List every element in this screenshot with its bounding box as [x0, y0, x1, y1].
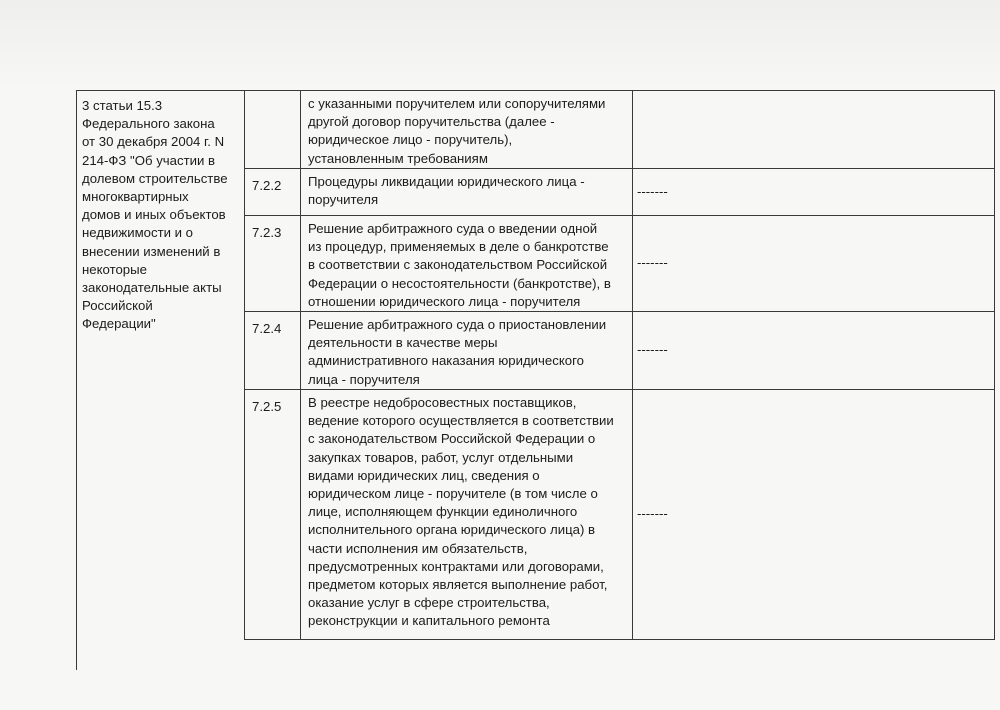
item-number: 7.2.3 — [245, 216, 301, 312]
item-value: ------- — [633, 216, 995, 312]
scan-shading — [0, 0, 1000, 90]
item-description-text: Решение арбитражного суда о приостановлении деятельности в качестве меры административного наказания юридического лица - поручителя — [308, 317, 607, 387]
item-value: ------- — [633, 390, 995, 640]
item-number — [245, 91, 301, 169]
item-description — [301, 91, 633, 169]
item-number: 7.2.5 — [245, 390, 301, 640]
disclosure-table — [76, 90, 995, 640]
item-description — [301, 169, 633, 216]
table-border-tail — [76, 636, 77, 670]
item-value: ------- — [633, 312, 995, 390]
legal-basis-text: 3 статьи 15.3 Федерального закона от 30 декабря 2004 г. N 214-ФЗ "Об участии в долевом строительстве многоквартирных домов и иных объектов недвижимости и о внесении изменений в некоторые законодательные акты Российской Федерации" — [82, 98, 228, 332]
item-value: ------- — [633, 169, 995, 216]
item-description-text: Решение арбитражного суда о введении одной из процедур, применяемых в деле о банкротстве в соответствии с законодательством Российской Федерации о несостоятельности (банкротстве), в отношении юридического лица - поручителя — [308, 221, 611, 309]
legal-basis-cell — [77, 91, 245, 640]
item-description-text: Процедуры ликвидации юридического лица - поручителя — [308, 174, 585, 208]
item-description — [301, 312, 633, 390]
item-description — [301, 390, 633, 640]
item-description-text: В реестре недобросовестных поставщиков, ведение которого осуществляется в соответствии с законодательством Российской Федерации о закупках товаров, работ, услуг отдельными видами юридических лиц, сведения о юридическом лице - поручителе (в том числе о лице, исполняющем функции единоличного исполнительного органа юридического лица) в части исполнения им обязательств, предусмотренных контрактами или договорами, предметом которых является выполнение работ, оказание услуг в сфере строительства, реконструкции и капитального ремонта — [308, 395, 614, 629]
item-number: 7.2.4 — [245, 312, 301, 390]
table-row — [77, 91, 995, 169]
item-description — [301, 216, 633, 312]
item-value — [633, 91, 995, 169]
item-description-text: с указанными поручителем или сопоручителями другой договор поручительства (далее - юридическое лицо - поручитель), установленным требованиям — [308, 96, 606, 166]
item-number: 7.2.2 — [245, 169, 301, 216]
